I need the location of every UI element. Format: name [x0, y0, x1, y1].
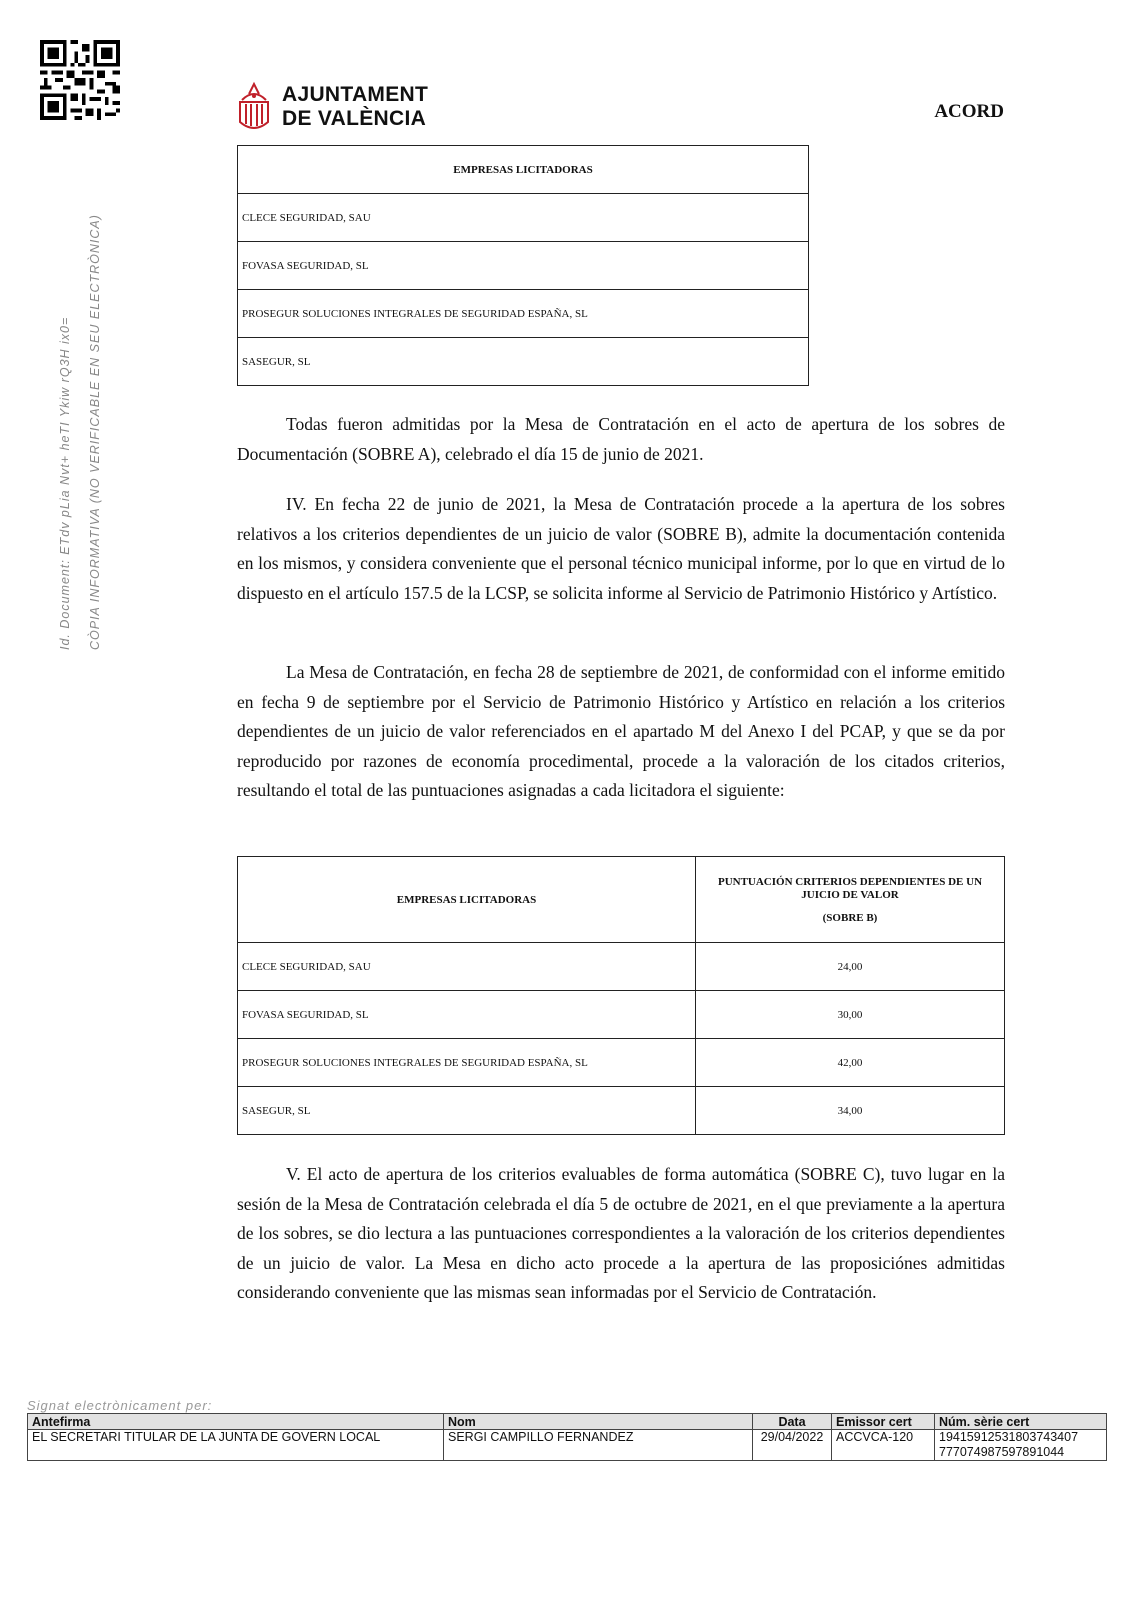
paragraph-section-iv: IV. En fecha 22 de junio de 2021, la Mesa de Contratación procede a la apertura de los sobres relativos a los criterios dependientes de un juicio de valor (SOBRE B), admite la documentación contenida en los mismos, y considera conveniente que el personal técnico municipal informe, por lo que en virtud de lo dispuesto en el artículo 157.5 de la LCSP, se solicita informe al Servicio de Patrimonio Histórico y Artístico. [237, 494, 1005, 603]
serie-line1: 1941591253180374340​7 [939, 1430, 1079, 1444]
table-row: FOVASA SEGURIDAD, SL [238, 242, 809, 290]
document-id: Id. Document: ETdv pLia Nvt+ heTI Ykiw rQ3H ix0= [58, 316, 72, 650]
score-header-subtitle: (SOBRE B) [822, 911, 878, 924]
scores-table [237, 856, 1005, 1135]
signature-block [27, 1399, 1107, 1461]
company-cell: PROSEGUR SOLUCIONES INTEGRALES DE SEGURIDAD ESPAÑA, SL [238, 1039, 696, 1087]
score-cell: 24,00 [696, 943, 1005, 991]
score-column-header [696, 857, 1005, 943]
company-cell: FOVASA SEGURIDAD, SL [238, 991, 696, 1039]
score-cell: 30,00 [696, 991, 1005, 1039]
data-value: 29/04/2022 [753, 1430, 832, 1461]
signature-table [27, 1413, 1107, 1461]
table-header: EMPRESAS LICITADORAS [238, 146, 809, 194]
document-type: ACORD [934, 101, 1004, 122]
company-column-header: EMPRESAS LICITADORAS [238, 857, 696, 943]
org-name-line1: AJUNTAMENT [282, 83, 429, 106]
antefirma-header: Antefirma [28, 1414, 444, 1430]
nom-value: SERGI CAMPILLO FERNANDEZ [444, 1430, 753, 1461]
emissor-value: ACCVCA-120 [832, 1430, 935, 1461]
serie-header: Núm. sèrie cert [935, 1414, 1107, 1430]
city-logo [234, 80, 428, 134]
copy-note: CÒPIA INFORMATIVA (NO VERIFICABLE EN SEU ELECTRÒNICA) [88, 214, 102, 650]
emissor-header: Emissor cert [832, 1414, 935, 1430]
company-cell: CLECE SEGURIDAD, SAU [238, 943, 696, 991]
coat-of-arms-icon [234, 80, 274, 134]
table-row: SASEGUR, SL [238, 338, 809, 386]
score-cell: 34,00 [696, 1087, 1005, 1135]
score-header-title: PUNTUACIÓN CRITERIOS DEPENDIENTES DE UN JUICIO DE VALOR [717, 875, 983, 901]
company-cell: SASEGUR, SL [238, 1087, 696, 1135]
paragraph-section-v: V. El acto de apertura de los criterios evaluables de forma automática (SOBRE C), tuvo lugar en la sesión de la Mesa de Contratación celebrada el día 5 de octubre de 2021, en el que previamente a la apertura de los sobres, se dio lectura a las puntuaciones correspondientes a la valoración de los criterios dependientes de un juicio de valor. La Mesa en dicho acto procede a la apertura de las proposiciónes admitidas considerando conveniente que las mismas sean informadas por el Servicio de Contratación. [237, 1164, 1005, 1302]
serie-value [935, 1430, 1107, 1461]
bidders-table [237, 145, 809, 386]
paragraph-valuation: La Mesa de Contratación, en fecha 28 de septiembre de 2021, de conformidad con el informe emitido en fecha 9 de septiembre por el Servicio de Patrimonio Histórico y Artístico en relación a los criterios dependientes de un juicio de valor referenciados en el apartado M del Anexo I del PCAP, y que se da por reproducido por razones de economía procedimental, procede a la valoración de los citados criterios, resultando el total de las puntuaciones asignadas a cada licitadora el siguiente: [237, 662, 1005, 800]
signature-caption: Signat electrònicament per: [27, 1398, 213, 1413]
side-watermark [50, 214, 110, 650]
table-row: PROSEGUR SOLUCIONES INTEGRALES DE SEGURIDAD ESPAÑA, SL [238, 290, 809, 338]
org-name-line2: DE VALÈNCIA [282, 107, 427, 130]
nom-header: Nom [444, 1414, 753, 1430]
data-header: Data [753, 1414, 832, 1430]
table-row: CLECE SEGURIDAD, SAU [238, 194, 809, 242]
score-cell: 42,00 [696, 1039, 1005, 1087]
serie-line2: 777074987597891044 [939, 1445, 1065, 1459]
qr-code [40, 40, 120, 120]
paragraph-admission: Todas fueron admitidas por la Mesa de Contratación en el acto de apertura de los sobres de Documentación (SOBRE A), celebrado el día 15 de junio de 2021. [237, 414, 1005, 464]
antefirma-value: EL SECRETARI TITULAR DE LA JUNTA DE GOVERN LOCAL [28, 1430, 444, 1461]
